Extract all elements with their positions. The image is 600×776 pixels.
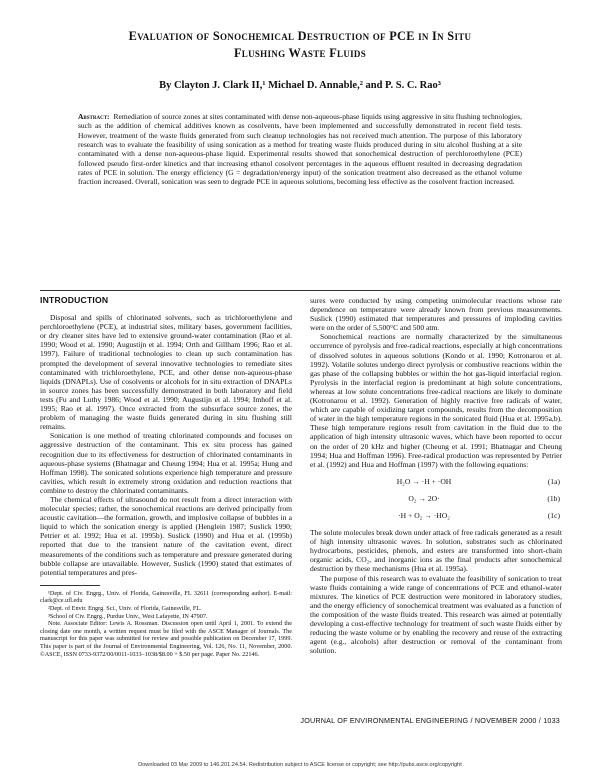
equation-number: (1a) <box>547 476 560 486</box>
left-column <box>40 296 292 658</box>
paragraph: sures were conducted by using competing unimolecular reactions whose rate dependence on temperature were already known from previous measurements. Suslick (1990) estimated that temperatures and pressures of imploding cavities were on the order of 5,500°C and 500 atm. <box>310 296 562 333</box>
section-heading-introduction: INTRODUCTION <box>40 295 109 305</box>
equation-expression: O₂ → 2O· <box>408 493 440 503</box>
abstract-text: Remediation of source zones at sites contaminated with dense non-aqueous-phase liquids using aggressive in situ flushing technologies, such as the addition of chemical additives known as cosolvents, have been implemented and successfully demonstrated in recent field tests. However, treatment of the waste fluids generated from such cleanup technologies has not received much attention. The purpose of this laboratory research was to evaluate the feasibility of using sonication as a method for treating waste fluids produced during in situ alcohol flushing at a site contaminated with a dense non-aqueous-phase liquid. Experimental results showed that sonochemical destruction of perchloroethylene (PCE) followed pseudo first-order kinetics and that increasing ethanol cosolvent percentages in the aqueous effluent resulted in decreasing degradation rates of PCE in solution. The energy efficiency (G = degradation/energy input) of the sonication treatment also decreased as the ethanol volume fraction increased. Overall, sonication was seen to degrade PCE in aqueous solutions, becoming less effective as the cosolvent fraction increased. <box>78 112 522 187</box>
equation <box>310 511 562 520</box>
paragraph: The purpose of this research was to evaluate the feasibility of sonication to treat waste fluids containing a wide range of concentrations of PCE and ethanol-water mixtures. The kinetics of PCE destruction were monitored in laboratory studies, and the energy efficiency of sonochemical treatment was evaluated as a function of the composition of the waste fluids treated. This research was aimed at potentially developing a cost-effective technology for treatment of such waste fluids either by reducing the waste volume or by enabling the recovery and reuse of the extracting agent (e.g., alcohols) after destruction or removal of the contaminant from solution. <box>310 573 562 656</box>
paragraph: Sonochemical reactions are normally characterized by the simultaneous occurrence of pyrolysis and free-radical reactions, especially at high concentrations of dissolved solutes in aqueous solutions (Kondo et al. 1990; Kotronarou et al. 1992). Volatile solutes undergo direct pyrolysis or combustive reactions within the gas phase of the collapsing bubbles or within the hot gas-liquid interfacial region. Pyrolysis in the interfacial region is predominant at high solute concentrations, whereas at low solute concentrations free-radical reactions are likely to dominate (Kotronarou et al. 1992). Generation of highly reactive free radicals of water, which are capable of oxidizing target compounds, results from the decomposition of water in the high temperature regions in the sonicated fluid (Hua et al. 1995a,b). These high temperature regions result from cavitation in the fluid due to the application of high intensity ultrasonic waves, which have been reported to occur on the order of 20 kHz and higher (Cheung et al. 1991; Bhatnagar and Cheung 1994; Hua and Hoffman 1996). Free-radical production was represented by Petrier et al. (1992) and Hua and Hoffman (1997) with the following equations: <box>310 332 562 469</box>
paragraph: Sonication is one method of treating chlorinated compounds and focuses on aggressive destruction of the contaminant. This ex situ process has gained recognition due to its effectiveness for destruction of chlorinated contaminants in aqueous-phase systems (Bhatnagar and Cheung 1994; Hua et al. 1995a; Hung and Hoffman 1998). The sonicated solutions experience high temperature and pressure cavities, which result in extremely strong oxidation and reduction reactions that combine to destroy the chlorinated contaminants. <box>40 431 292 495</box>
right-column <box>310 296 562 655</box>
header-divider <box>40 290 560 291</box>
download-notice: Downloaded 03 Mar 2009 to 146.201.24.54. Redistribution subject to ASCE license or copyright; see http://pubs.asce.org/copyright <box>138 762 462 768</box>
abstract-label: Abstract: <box>78 112 110 121</box>
equation-number: (1c) <box>547 510 560 520</box>
abstract <box>78 112 522 187</box>
footnote: ¹Dept. of Civ. Engrg., Univ. of Florida, Gainesville, FL 32611 (corresponding author). E-mail: clark@ce.ufl.edu <box>40 589 292 605</box>
paragraph: The chemical effects of ultrasound do not result from a direct interaction with molecular species; rather, the sonochemical reactions are derived principally from acoustic cavitation—the formation, growth, and implosive collapse of bubbles in a liquid to which the sonication energy is applied (Henglein 1987; Suslick 1990; Petrier et al. 1992; Hua et al. 1995b). Suslick (1990) and Hua et al. (1995b) reported that due to the transient nature of the cavitation event, direct measurements of the conditions such as temperature and pressure generated during bubble collapse are unavailable. However, Suslick (1990) stated that estimates of potential temperatures and pres- <box>40 494 292 577</box>
footnote: ³School of Civ. Engrg., Purdue Univ., West Lafayette, IN 47907. <box>48 612 208 620</box>
equation-number: (1b) <box>547 493 560 503</box>
footnote: ²Dept. of Envir. Engrg. Sci., Univ. of Florida, Gainesville, FL. <box>48 605 202 612</box>
footnotes <box>40 590 292 658</box>
paragraph: The solute molecules break down under attack of free radicals generated as a result of high intensity ultrasonic waves. In solution, substrates such as chlorinated hydrocarbons, pesticides, phenols, and esters are transformed into short-chain organic acids, CO₂, and inorganic ions as the final products after sonochemical destruction by these mechanisms (Hua et al. 1995a). <box>310 528 562 574</box>
title-line-1: Evaluation of Sonochemical Destruction of PCE in In Situ <box>128 29 472 43</box>
equation-expression: ·H + O₂ → ·HO₂ <box>398 510 450 520</box>
paper-title <box>40 28 560 62</box>
equation-expression: H₂O → ·H + ·OH <box>396 476 452 486</box>
journal-footer: JOURNAL OF ENVIRONMENTAL ENGINEERING / NOVEMBER 2000 / 1033 <box>300 716 560 725</box>
equation <box>310 477 562 486</box>
paragraph: Disposal and spills of chlorinated solvents, such as trichloroethylene and perchloroethylene (PCE), at industrial sites, military bases, government facilities, or dry cleaner sites have led to extensive ground-water contamination (Rao et al. 1990; Wood et al. 1990; Augustijn et al. 1994; Orth and Gillham 1996; Rao et al. 1997). Failure of traditional technologies to clean up such contamination has prompted the development of several innovative technologies to remediate sites contaminated with trichloroethylene, PCE, and other dense non-aqueous-phase liquids (DNAPLs). Use of cosolvents or alcohols for in situ extraction of DNAPLs in source zones has been successfully demonstrated in both laboratory and field tests (Fu and Luthy 1986; Wood et al. 1990; Augustijn et al. 1994; Imhoff et al. 1995; Rao et al. 1997). Once extracted from the subsurface source zones, the problem of managing the waste fluids generated during in situ flushing still remains. <box>40 313 292 432</box>
title-line-2: Flushing Waste Fluids <box>233 46 367 60</box>
footnote-divider <box>40 585 100 586</box>
author-line: By Clayton J. Clark II,¹ Michael D. Annable,² and P. S. C. Rao³ <box>159 80 441 91</box>
footnote: Note. Associate Editor: Lewis A. Rossman. Discussion open until April 1, 2001. To extend the closing date one month, a written request must be filed with the ASCE Manager of Journals. The manuscript for this paper was submitted for review and possible publication on December 17, 1999. This paper is part of the Journal of Environmental Engineering, Vol. 126, No. 11, November, 2000. ©ASCE, ISSN 0733-9372/00/0011-1033–1038/$8.00 + $.50 per page. Paper No. 22146. <box>40 620 292 658</box>
equation <box>310 494 562 503</box>
